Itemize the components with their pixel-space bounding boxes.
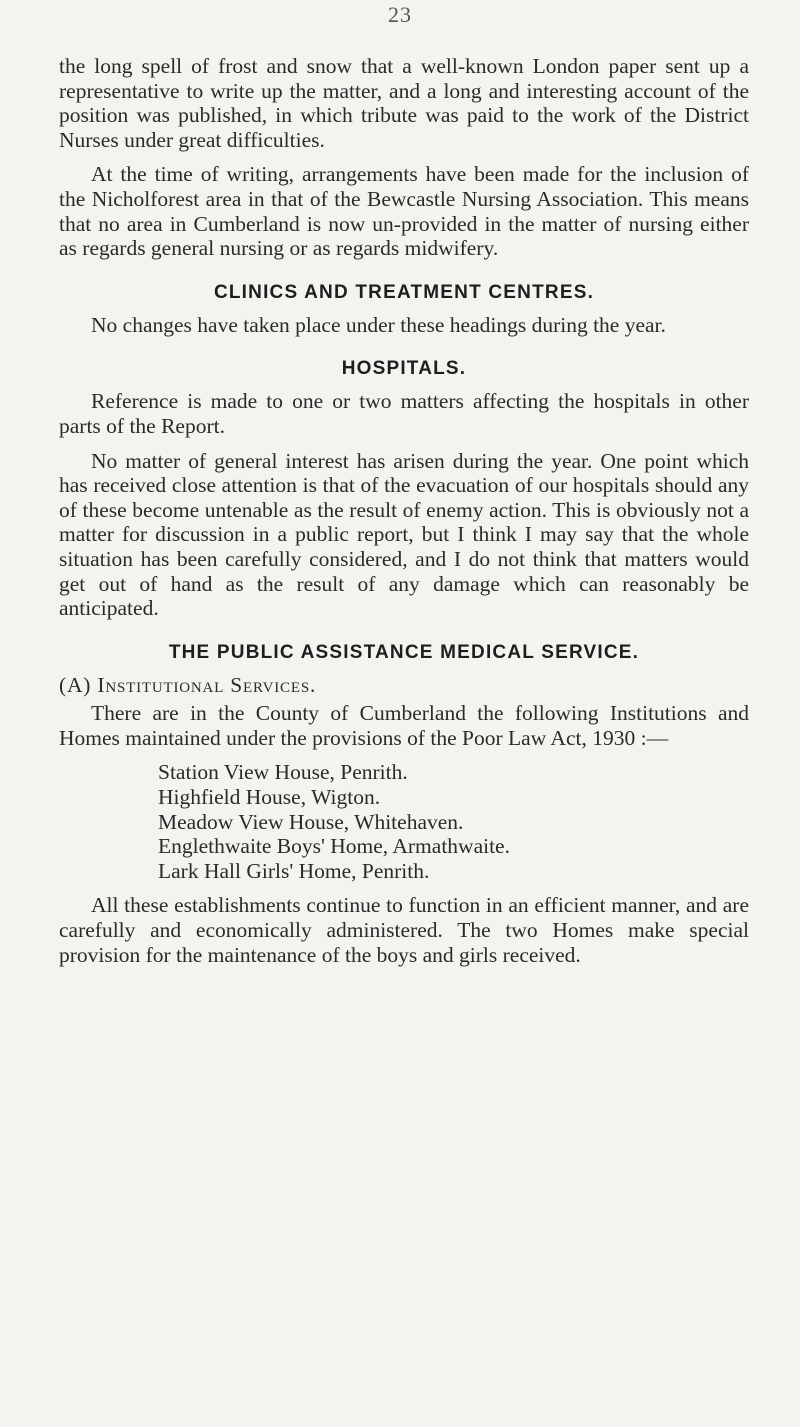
list-item: Englethwaite Boys' Home, Armathwaite. (158, 834, 510, 859)
paragraph-institutions-intro: There are in the County of Cumberland the following Institutions and Homes maintained under the provisions of the Poor Law Act, 1930 :— (59, 701, 749, 750)
institutions-list (59, 760, 749, 883)
heading-clinics: CLINICS AND TREATMENT CENTRES. (213, 281, 595, 303)
paragraph-frost-snow: the long spell of frost and snow that a well-known London paper sent up a representative to write up the matter, and a long and interesting account of the position was published, in which tribute was paid to the work of the District Nurses under great difficulties. (59, 54, 749, 152)
paragraph-clinics: No changes have taken place under these headings during the year. (91, 312, 666, 337)
list-item: Lark Hall Girls' Home, Penrith. (158, 858, 430, 883)
page-number: 23 (388, 2, 412, 27)
list-item: Meadow View House, Whitehaven. (158, 809, 464, 834)
heading-hospitals: HOSPITALS. (341, 358, 467, 380)
paragraph-hospitals-reference: Reference is made to one or two matters affecting the hospitals in other parts of the Report. (59, 389, 749, 438)
heading-public-assistance: THE PUBLIC ASSISTANCE MEDICAL SERVICE. (168, 641, 640, 663)
paragraph-hospitals-evacuation: No matter of general interest has arisen during the year. One point which has received close attention is that of the evacuation of our hospitals should any of these become untenable as the result of enemy action. This is obviously not a matter for discussion in a public report, but I think I may say that the whole situation has been carefully considered, and I do not think that matters would get out of hand as the result of any damage which can reasonably be anticipated. (59, 448, 749, 621)
subheading-institutional-services: (A) Institutional Services. (59, 672, 317, 697)
list-item: Station View House, Penrith. (158, 760, 408, 785)
paragraph-nursing-arrangements: At the time of writing, arrangements have been made for the inclusion of the Nicholforest area in that of the Bewcastle Nursing Association. This means that no area in Cumberland is now un-provided in the matter of nursing either as regards general nursing or as regards midwifery. (59, 162, 749, 261)
page-content (59, 44, 749, 967)
paragraph-establishments: All these establishments continue to function in an efficient manner, and are carefully and economically administered. The two Homes make special provision for the maintenance of the boys and girls received. (59, 893, 749, 967)
list-item: Highfield House, Wigton. (158, 785, 381, 810)
